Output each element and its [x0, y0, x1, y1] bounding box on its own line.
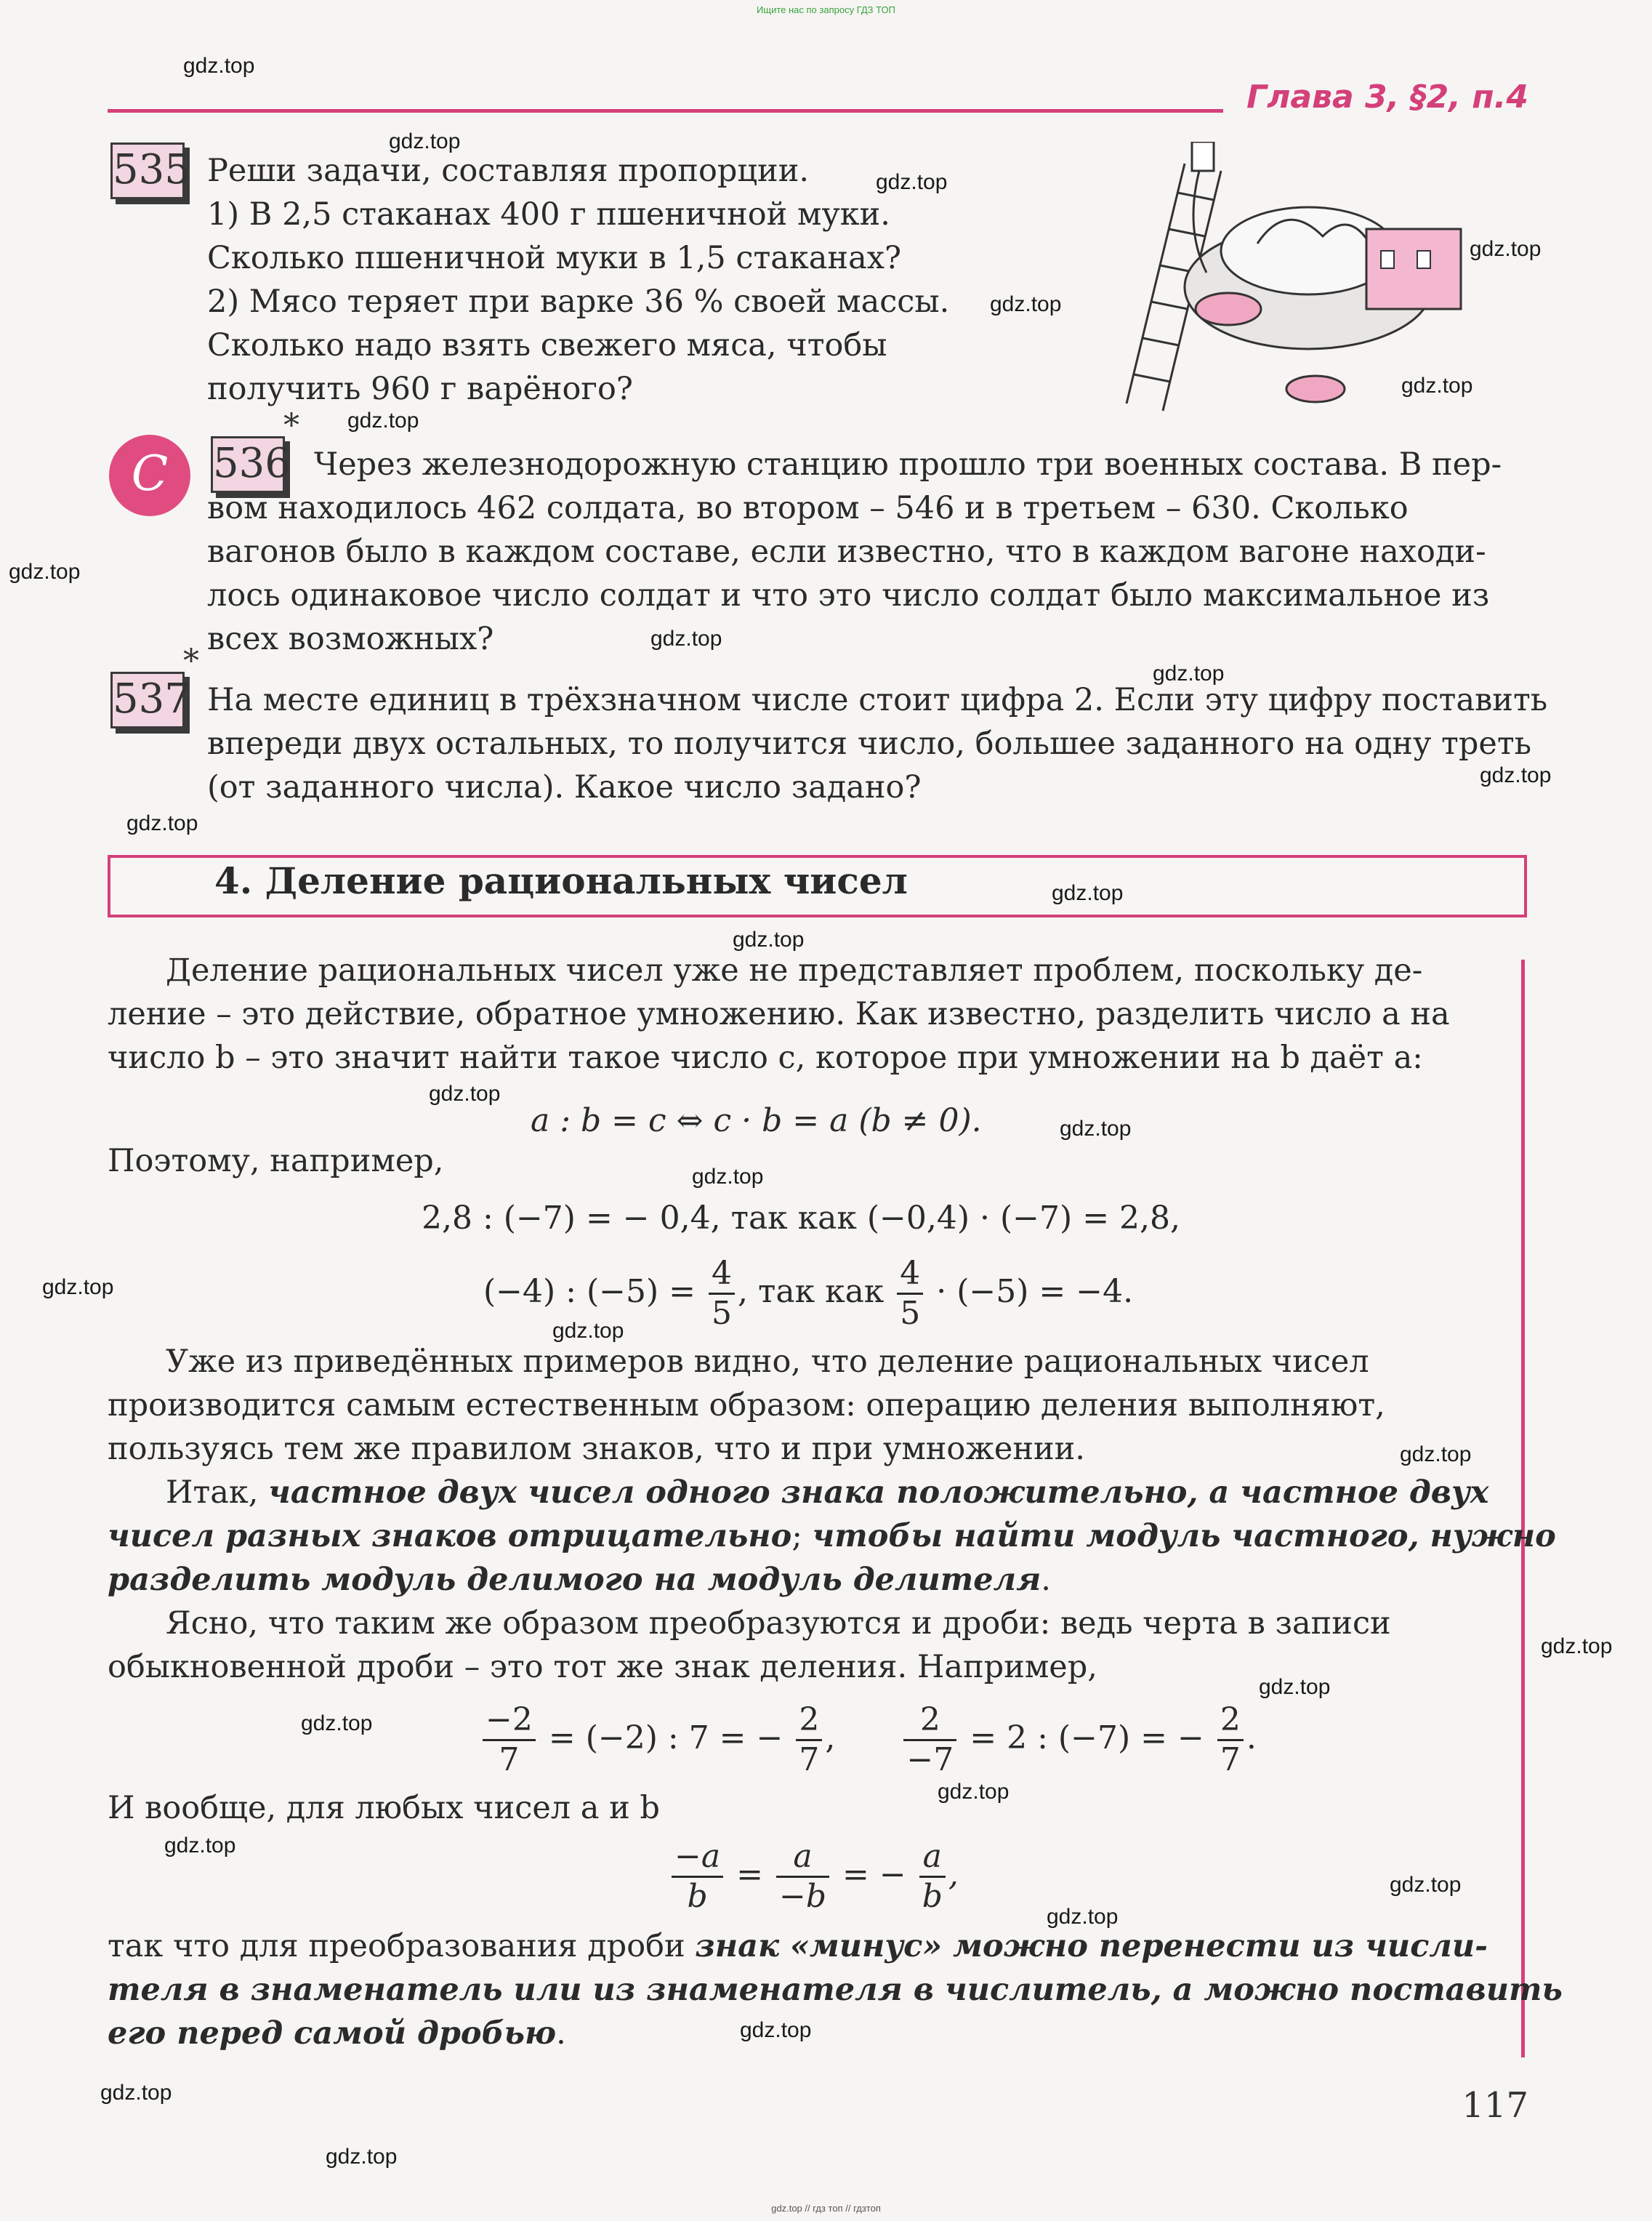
fraction-2-7 — [796, 1701, 822, 1779]
fraction-numerator: 2 — [1217, 1701, 1244, 1741]
para1-line-2: ление – это действие, обратное умножению. Как известно, разделить число a на — [108, 996, 1450, 1032]
section-title: 4. Деление рациональных чисел — [214, 859, 908, 902]
problem-537-line-1: На месте единиц в трёхзначном числе стоит цифра 2. Если эту цифру поставить — [207, 682, 1548, 718]
problem-537-line-3: (от заданного числа). Какое число задано? — [207, 769, 922, 806]
para1-line-3: число b – это значит найти такое число c, которое при умножении на b даёт a: — [108, 1040, 1423, 1076]
problem-535-line-1: Реши задачи, составляя пропорции. — [207, 153, 810, 189]
watermark: gdz.top — [183, 54, 255, 78]
f3-right: · (−5) = −4. — [926, 1273, 1134, 1310]
f5-end: , — [948, 1856, 959, 1893]
formula-division-definition: a : b = c ⇔ c · b = a (b ≠ 0). — [531, 1102, 982, 1139]
problem-536-star: * — [283, 407, 299, 444]
watermark: gdz.top — [347, 409, 419, 433]
problem-536-line-1: Через железнодорожную станцию прошло три военных состава. В пер- — [314, 446, 1502, 483]
fraction-2-neg7 — [903, 1701, 956, 1779]
f3-mid: , так как — [738, 1273, 895, 1310]
para6-emph-2: теля в знаменатель или из знаменателя в числитель, а можно поставить — [108, 1972, 1563, 2008]
problem-537-line-2: впереди двух остальных, то получится число, большее заданного на одну треть — [207, 726, 1532, 762]
fraction-denominator: 5 — [712, 1295, 733, 1332]
watermark: gdz.top — [429, 1082, 501, 1106]
f4-t2: , — [825, 1719, 836, 1756]
watermark: gdz.top — [876, 170, 948, 194]
problem-536-line-3: вагонов было в каждом составе, если известно, что в каждом вагоне находи- — [207, 534, 1486, 570]
challenge-badge: С — [109, 435, 190, 516]
f5-eq1: = — [726, 1856, 773, 1893]
watermark: gdz.top — [301, 1711, 373, 1735]
problem-537-star: * — [183, 643, 199, 680]
fraction-numerator: 2 — [796, 1701, 822, 1741]
fraction-denominator: −b — [778, 1878, 826, 1915]
watermark: gdz.top — [1047, 1905, 1119, 1929]
watermark: gdz.top — [990, 292, 1062, 316]
watermark: gdz.top — [692, 1165, 764, 1189]
rule-lead: Итак, — [166, 1474, 269, 1511]
para4-line-2: обыкновенной дроби – это тот же знак деления. Например, — [108, 1649, 1097, 1685]
problem-535-line-3: Сколько пшеничной муки в 1,5 стаканах? — [207, 240, 902, 276]
para6-emph-1: знак «минус» можно перенести из числи- — [695, 1928, 1488, 1964]
fraction-neg-a-b — [672, 1838, 723, 1916]
rule-line-1 — [166, 1474, 1488, 1511]
rule-text-e: разделить модуль делимого на модуль делителя — [108, 1562, 1041, 1598]
watermark: gdz.top — [126, 811, 198, 835]
problem-536-number: 536 — [211, 436, 285, 493]
f5-eq2: = − — [832, 1856, 916, 1893]
problem-536-line-5: всех возможных? — [207, 621, 494, 657]
fraction-numerator: a — [919, 1838, 946, 1878]
fraction-denominator: 7 — [799, 1741, 820, 1778]
watermark: gdz.top — [1390, 1873, 1462, 1897]
fraction-numerator: a — [776, 1838, 829, 1878]
para6-emph-3: его перед самой дробью — [108, 2015, 557, 2052]
fraction-numerator: −a — [672, 1838, 723, 1878]
fraction-denominator: 5 — [900, 1295, 921, 1332]
para4-line-1: Ясно, что таким же образом преобразуются и дроби: ведь черта в записи — [166, 1605, 1391, 1642]
f4-t4: . — [1246, 1719, 1257, 1756]
problem-535-number: 535 — [110, 142, 185, 199]
watermark: gdz.top — [1060, 1117, 1132, 1141]
rule-text-a: частное двух чисел одного знака положительно, а частное двух — [268, 1474, 1489, 1511]
page-number: 117 — [1462, 2085, 1528, 2126]
f4-t1: = (−2) : 7 = − — [538, 1719, 794, 1756]
fraction-denominator: 7 — [499, 1741, 520, 1778]
watermark: gdz.top — [389, 129, 461, 153]
para6-line-1 — [108, 1928, 1488, 1964]
formula-fractions-example — [480, 1701, 1257, 1779]
para2-line-2: производится самым естественным образом: операцию деления выполняют, — [108, 1387, 1385, 1423]
para5-line: И вообще, для любых чисел a и b — [108, 1790, 660, 1826]
fraction-a-b — [919, 1838, 946, 1916]
para6-line-2 — [108, 1972, 1563, 2008]
watermark: gdz.top — [1470, 237, 1542, 261]
fraction-denominator: −7 — [906, 1741, 954, 1778]
watermark: gdz.top — [1401, 374, 1473, 398]
fraction-denominator: b — [687, 1878, 708, 1915]
problem-536-line-2: вом находилось 462 солдата, во втором – 546 и в третьем – 630. Сколько — [207, 490, 1409, 526]
fraction-4-5-b — [897, 1255, 923, 1333]
watermark: gdz.top — [938, 1780, 1010, 1804]
para1-line-1: Деление рациональных чисел уже не представляет проблем, поскольку де- — [166, 952, 1423, 989]
watermark: gdz.top — [164, 1834, 236, 1857]
watermark: gdz.top — [1480, 763, 1552, 787]
rule-line-2 — [108, 1518, 1556, 1554]
para6-end: . — [556, 2015, 566, 2052]
para6-line-3 — [108, 2015, 566, 2052]
fraction-numerator: 4 — [897, 1255, 923, 1295]
fraction-denominator: 7 — [1220, 1741, 1241, 1778]
fraction-4-5 — [709, 1255, 735, 1333]
watermark: gdz.top — [326, 2145, 398, 2169]
bottom-note: gdz.top // гдз топ // гдзтоп — [771, 2203, 881, 2214]
watermark: gdz.top — [42, 1275, 114, 1299]
margin-rule — [1521, 960, 1525, 2057]
f3-left: (−4) : (−5) = — [483, 1273, 706, 1310]
problem-535-line-4: 2) Мясо теряет при варке 36 % своей массы. — [207, 284, 950, 320]
fraction-numerator: 2 — [903, 1701, 956, 1741]
para2-line-3: пользуясь тем же правилом знаков, что и при умножении. — [108, 1431, 1085, 1467]
fraction-2-7-b — [1217, 1701, 1244, 1779]
rule-text-c: ; — [791, 1518, 813, 1554]
top-note: Ищите нас по запросу ГДЗ ТОП — [757, 4, 895, 15]
f4-t3: = 2 : (−7) = − — [959, 1719, 1214, 1756]
fraction-denominator: b — [922, 1878, 943, 1915]
watermark: gdz.top — [1259, 1675, 1331, 1699]
watermark: gdz.top — [650, 627, 722, 651]
watermark: gdz.top — [740, 2018, 812, 2042]
para2-line-1: Уже из приведённых примеров видно, что деление рациональных чисел — [166, 1344, 1369, 1380]
so-example-line: Поэтому, например, — [108, 1143, 444, 1179]
problem-536-line-4: лось одинаковое число солдат и что это число солдат было максимальное из — [207, 577, 1490, 614]
fraction-numerator: −2 — [483, 1701, 536, 1741]
watermark: gdz.top — [1541, 1634, 1613, 1658]
fraction-numerator: 4 — [709, 1255, 735, 1295]
rule-text-b: чисел разных знаков отрицательно — [108, 1518, 792, 1554]
problem-535-line-5: Сколько надо взять свежего мяса, чтобы — [207, 327, 887, 364]
header-rule — [108, 109, 1223, 113]
fraction-neg2-7 — [483, 1701, 536, 1779]
fraction-a-neg-b — [776, 1838, 829, 1916]
watermark: gdz.top — [552, 1319, 624, 1343]
rule-text-f: . — [1041, 1562, 1051, 1598]
problem-535-line-6: получить 960 г варёного? — [207, 371, 633, 407]
watermark: gdz.top — [1153, 662, 1225, 686]
watermark: gdz.top — [1400, 1442, 1472, 1466]
rule-text-d: чтобы найти модуль частного, нужно — [812, 1518, 1556, 1554]
chapter-title: Глава 3, §2, п.4 — [1246, 79, 1528, 116]
problem-535-line-2: 1) В 2,5 стаканах 400 г пшеничной муки. — [207, 196, 890, 233]
watermark: gdz.top — [733, 928, 805, 952]
para6-lead: так что для преобразования дроби — [108, 1928, 696, 1964]
problem-537-number: 537 — [110, 672, 185, 728]
watermark: gdz.top — [1052, 881, 1124, 905]
watermark: gdz.top — [9, 560, 81, 584]
rule-line-3 — [108, 1562, 1051, 1598]
formula-example-1: 2,8 : (−7) = − 0,4, так как (−0,4) · (−7) = 2,8, — [422, 1200, 1181, 1237]
formula-general — [669, 1838, 959, 1916]
watermark: gdz.top — [100, 2081, 172, 2105]
